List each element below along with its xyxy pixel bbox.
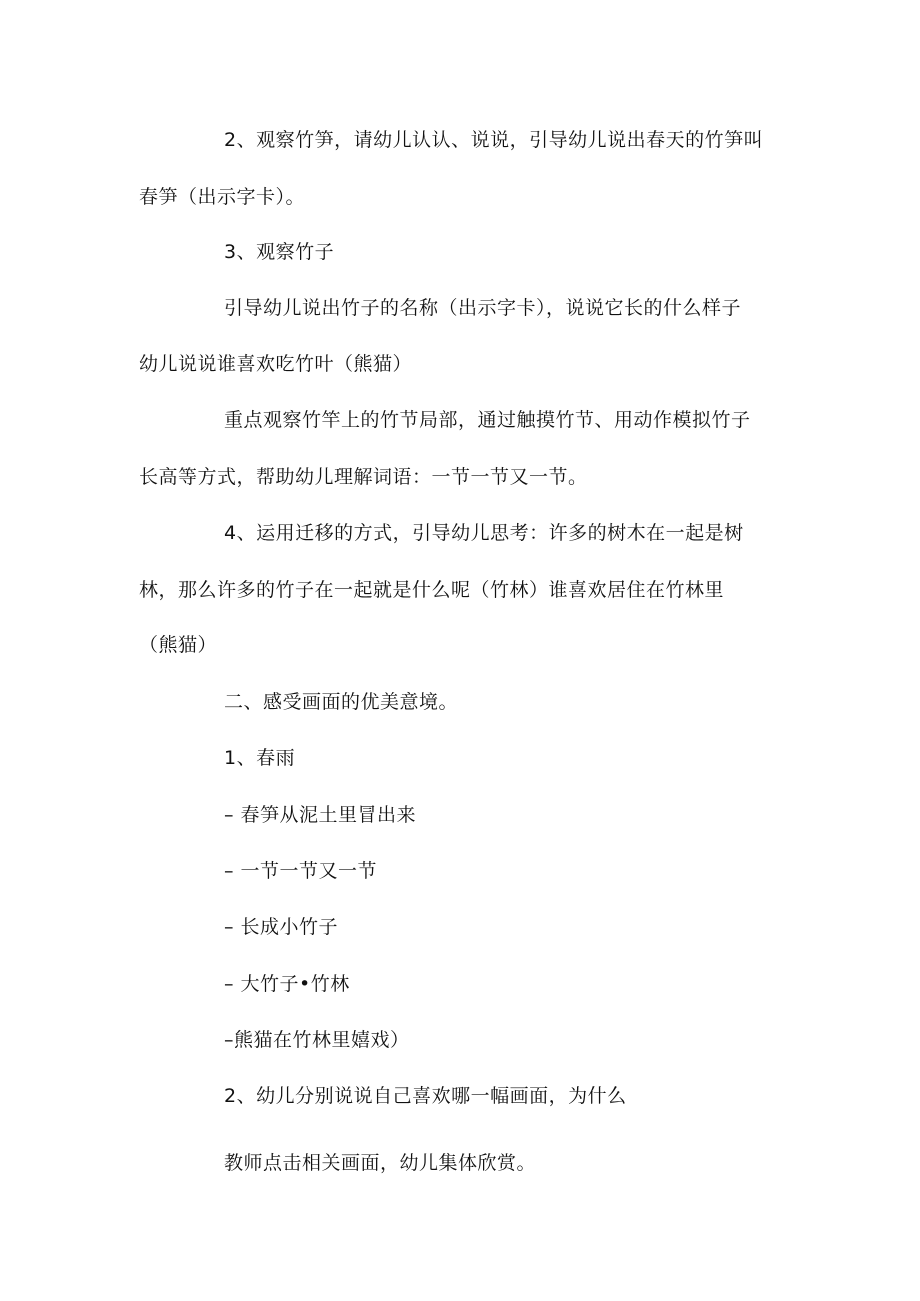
paragraph-line: 1、春雨	[224, 747, 296, 769]
paragraph-line: 2、幼儿分别说说自己喜欢哪一幅画面，为什么	[224, 1085, 627, 1107]
list-item: –熊猫在竹林里嬉戏）	[224, 1029, 410, 1051]
paragraph-line: 引导幼儿说出竹子的名称（出示字卡），说说它长的什么样子	[224, 297, 742, 319]
paragraph-line: 长高等方式，帮助幼儿理解词语：一节一节又一节。	[139, 466, 588, 488]
paragraph-line: 教师点击相关画面，幼儿集体欣赏。	[224, 1152, 537, 1174]
list-item: – 一节一节又一节	[224, 860, 378, 882]
paragraph-line: 林，那么许多的竹子在一起就是什么呢（竹林）谁喜欢居住在竹林里	[139, 579, 725, 601]
paragraph-line: 重点观察竹竿上的竹节局部，通过触摸竹节、用动作模拟竹子	[224, 409, 751, 431]
section-heading: 二、感受画面的优美意境。	[224, 691, 459, 713]
paragraph-line: 2、观察竹笋，请幼儿认认、说说，引导幼儿说出春天的竹笋叫	[224, 129, 764, 151]
paragraph-line: 春笋（出示字卡）。	[139, 186, 306, 208]
paragraph-line: （熊猫）	[139, 634, 218, 656]
paragraph-line: 3、观察竹子	[224, 241, 335, 263]
list-item: – 大竹子•竹林	[224, 973, 350, 995]
paragraph-line: 幼儿说说谁喜欢吃竹叶（熊猫）	[139, 353, 413, 375]
list-item: – 长成小竹子	[224, 916, 339, 938]
list-item: – 春笋从泥土里冒出来	[224, 804, 417, 826]
paragraph-line: 4、运用迁移的方式，引导幼儿思考：许多的树木在一起是树	[224, 522, 744, 544]
